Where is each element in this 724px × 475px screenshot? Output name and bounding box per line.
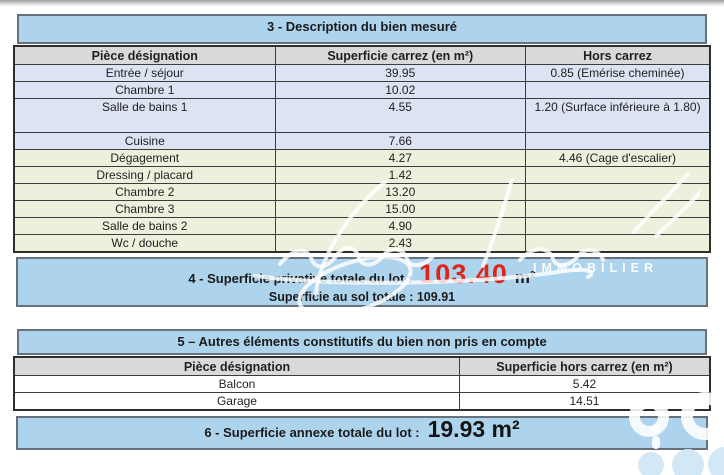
cell-carrez: 1.42 (275, 167, 526, 184)
cell-hors (526, 133, 710, 150)
private-area-unit: m² (514, 267, 536, 287)
table-row (14, 133, 710, 150)
table-row (14, 376, 710, 393)
cell-carrez: 2.43 (275, 235, 526, 253)
table-row (14, 235, 710, 253)
cell-hors: 1.20 (Surface inférieure à 1.80) (526, 99, 710, 133)
col-header-piece: Pièce désignation (14, 46, 275, 65)
table-row (14, 65, 710, 82)
cell-carrez: 4.27 (275, 150, 526, 167)
col-header-hors-carrez: Superficie hors carrez (en m²) (459, 357, 710, 376)
table-row (14, 167, 710, 184)
cell-hors (526, 235, 710, 253)
col-header-piece: Pièce désignation (14, 357, 459, 376)
cell-piece: Entrée / séjour (14, 65, 275, 82)
cell-carrez: 4.55 (275, 99, 526, 133)
section5-title: 5 – Autres éléments constitutifs du bien non pris en compte (177, 333, 547, 349)
section-other-elements (13, 329, 711, 411)
cell-hors (526, 201, 710, 218)
table-row (14, 393, 710, 411)
logo-blob-icon (672, 449, 704, 475)
cell-piece: Chambre 2 (14, 184, 275, 201)
cell-hors (526, 184, 710, 201)
table-header-row (14, 46, 710, 65)
cell-carrez: 10.02 (275, 82, 526, 99)
section3-title-bar (17, 14, 707, 44)
cell-piece: Chambre 1 (14, 82, 275, 99)
cell-piece: Cuisine (14, 133, 275, 150)
floor-area-total (269, 290, 455, 304)
cell-hors (526, 167, 710, 184)
table-row (14, 218, 710, 235)
section4-total-bar (16, 257, 708, 307)
cell-piece: Dressing / placard (14, 167, 275, 184)
table-row (14, 99, 710, 133)
logo-blob-icon (638, 452, 664, 475)
table-row (14, 150, 710, 167)
table-row (14, 184, 710, 201)
cell-value: 5.42 (459, 376, 710, 393)
logo-blob-icon (708, 447, 724, 475)
cell-carrez: 4.90 (275, 218, 526, 235)
cell-piece: Balcon (14, 376, 459, 393)
page-top-edge (0, 0, 724, 7)
cell-piece: Salle de bains 2 (14, 218, 275, 235)
cell-carrez: 13.20 (275, 184, 526, 201)
measurement-table (13, 45, 711, 253)
agency-brand-watermark: IMMOBILIER (533, 261, 658, 275)
private-area-label: 4 - Superficie privative totale du lot : (188, 270, 413, 286)
col-header-carrez: Superficie carrez (en m²) (275, 46, 526, 65)
cell-hors (526, 218, 710, 235)
section6-annex-bar (16, 416, 708, 450)
cell-piece: Dégagement (14, 150, 275, 167)
section5-title-bar (17, 329, 707, 355)
cell-carrez: 7.66 (275, 133, 526, 150)
cell-hors: 0.85 (Emérise cheminée) (526, 65, 710, 82)
cell-value: 14.51 (459, 393, 710, 411)
other-elements-table (13, 356, 711, 411)
cell-piece: Salle de bains 1 (14, 99, 275, 133)
floor-area-value: 109.91 (416, 289, 456, 304)
col-header-hors: Hors carrez (526, 46, 710, 65)
cell-hors: 4.46 (Cage d'escalier) (526, 150, 710, 167)
section-description (13, 14, 711, 253)
table-row (14, 201, 710, 218)
cell-hors (526, 82, 710, 99)
private-area-value: 103.40 (419, 258, 508, 289)
table-row (14, 82, 710, 99)
floor-area-label: Superficie au sol totale : (268, 289, 414, 304)
cell-piece: Wc / douche (14, 235, 275, 253)
annex-area-value: 19.93 m² (427, 416, 520, 442)
cell-piece: Chambre 3 (14, 201, 275, 218)
cell-carrez: 15.00 (275, 201, 526, 218)
private-area-total (188, 258, 536, 289)
section3-title: 3 - Description du bien mesuré (267, 18, 457, 34)
cell-carrez: 39.95 (275, 65, 526, 82)
cell-piece: Garage (14, 393, 459, 411)
annex-area-label: 6 - Superficie annexe totale du lot : (204, 425, 420, 440)
table-header-row (14, 357, 710, 376)
